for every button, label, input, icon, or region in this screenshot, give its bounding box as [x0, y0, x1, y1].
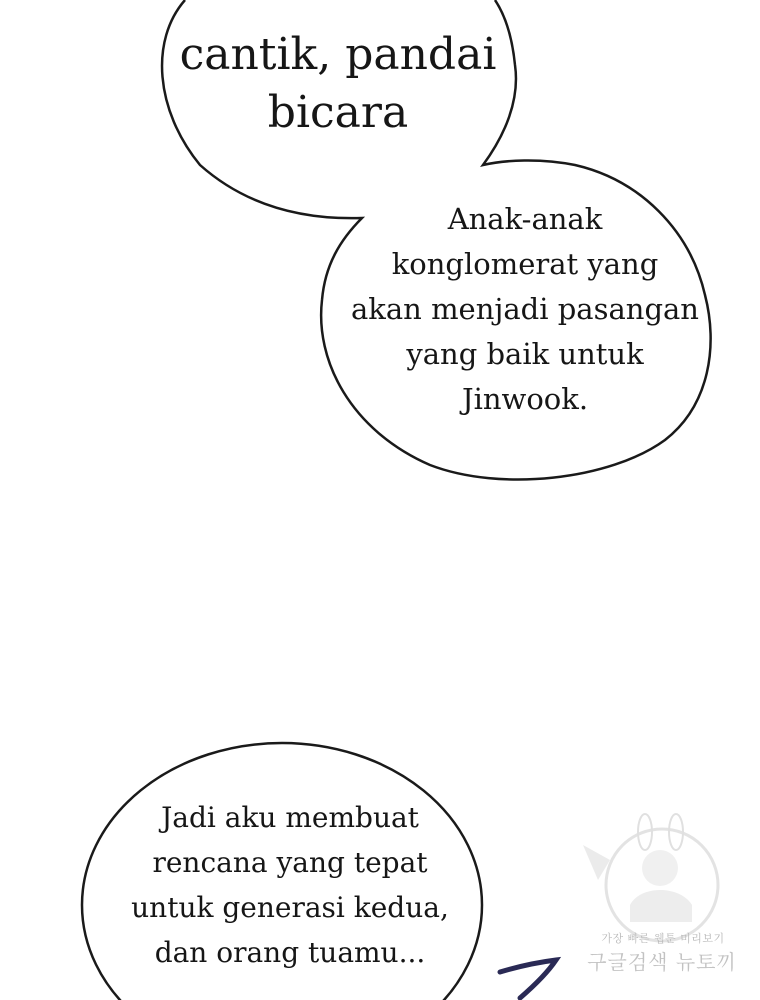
bubble-line: bicara: [267, 87, 409, 138]
bubble-line: untuk generasi kedua,: [131, 891, 449, 924]
watermark-text-small: 가장 빠른 웹툰 미리보기: [601, 932, 725, 945]
bubble-line: rencana yang tepat: [152, 846, 428, 879]
bubble-line: Jadi aku membuat: [161, 801, 419, 834]
bubble-line: Jinwook.: [461, 382, 589, 416]
bubble-line: konglomerat yang: [391, 247, 659, 281]
bubble-line: dan orang tuamu...: [154, 936, 426, 969]
bubble-line: akan menjadi pasangan: [351, 292, 699, 326]
scribble-mark: [500, 960, 556, 998]
bubble-line: cantik, pandai: [179, 29, 497, 80]
bubble-text-middle: [345, 197, 705, 422]
watermark-logo: [583, 814, 718, 941]
watermark-text-large: 구글검색 뉴토끼: [587, 950, 737, 974]
bubble-line: yang baik untuk: [406, 337, 644, 371]
bubble-text-bottom: [105, 795, 475, 975]
bubble-line: Anak-anak: [447, 202, 603, 236]
bubble-text-top: [178, 26, 498, 142]
